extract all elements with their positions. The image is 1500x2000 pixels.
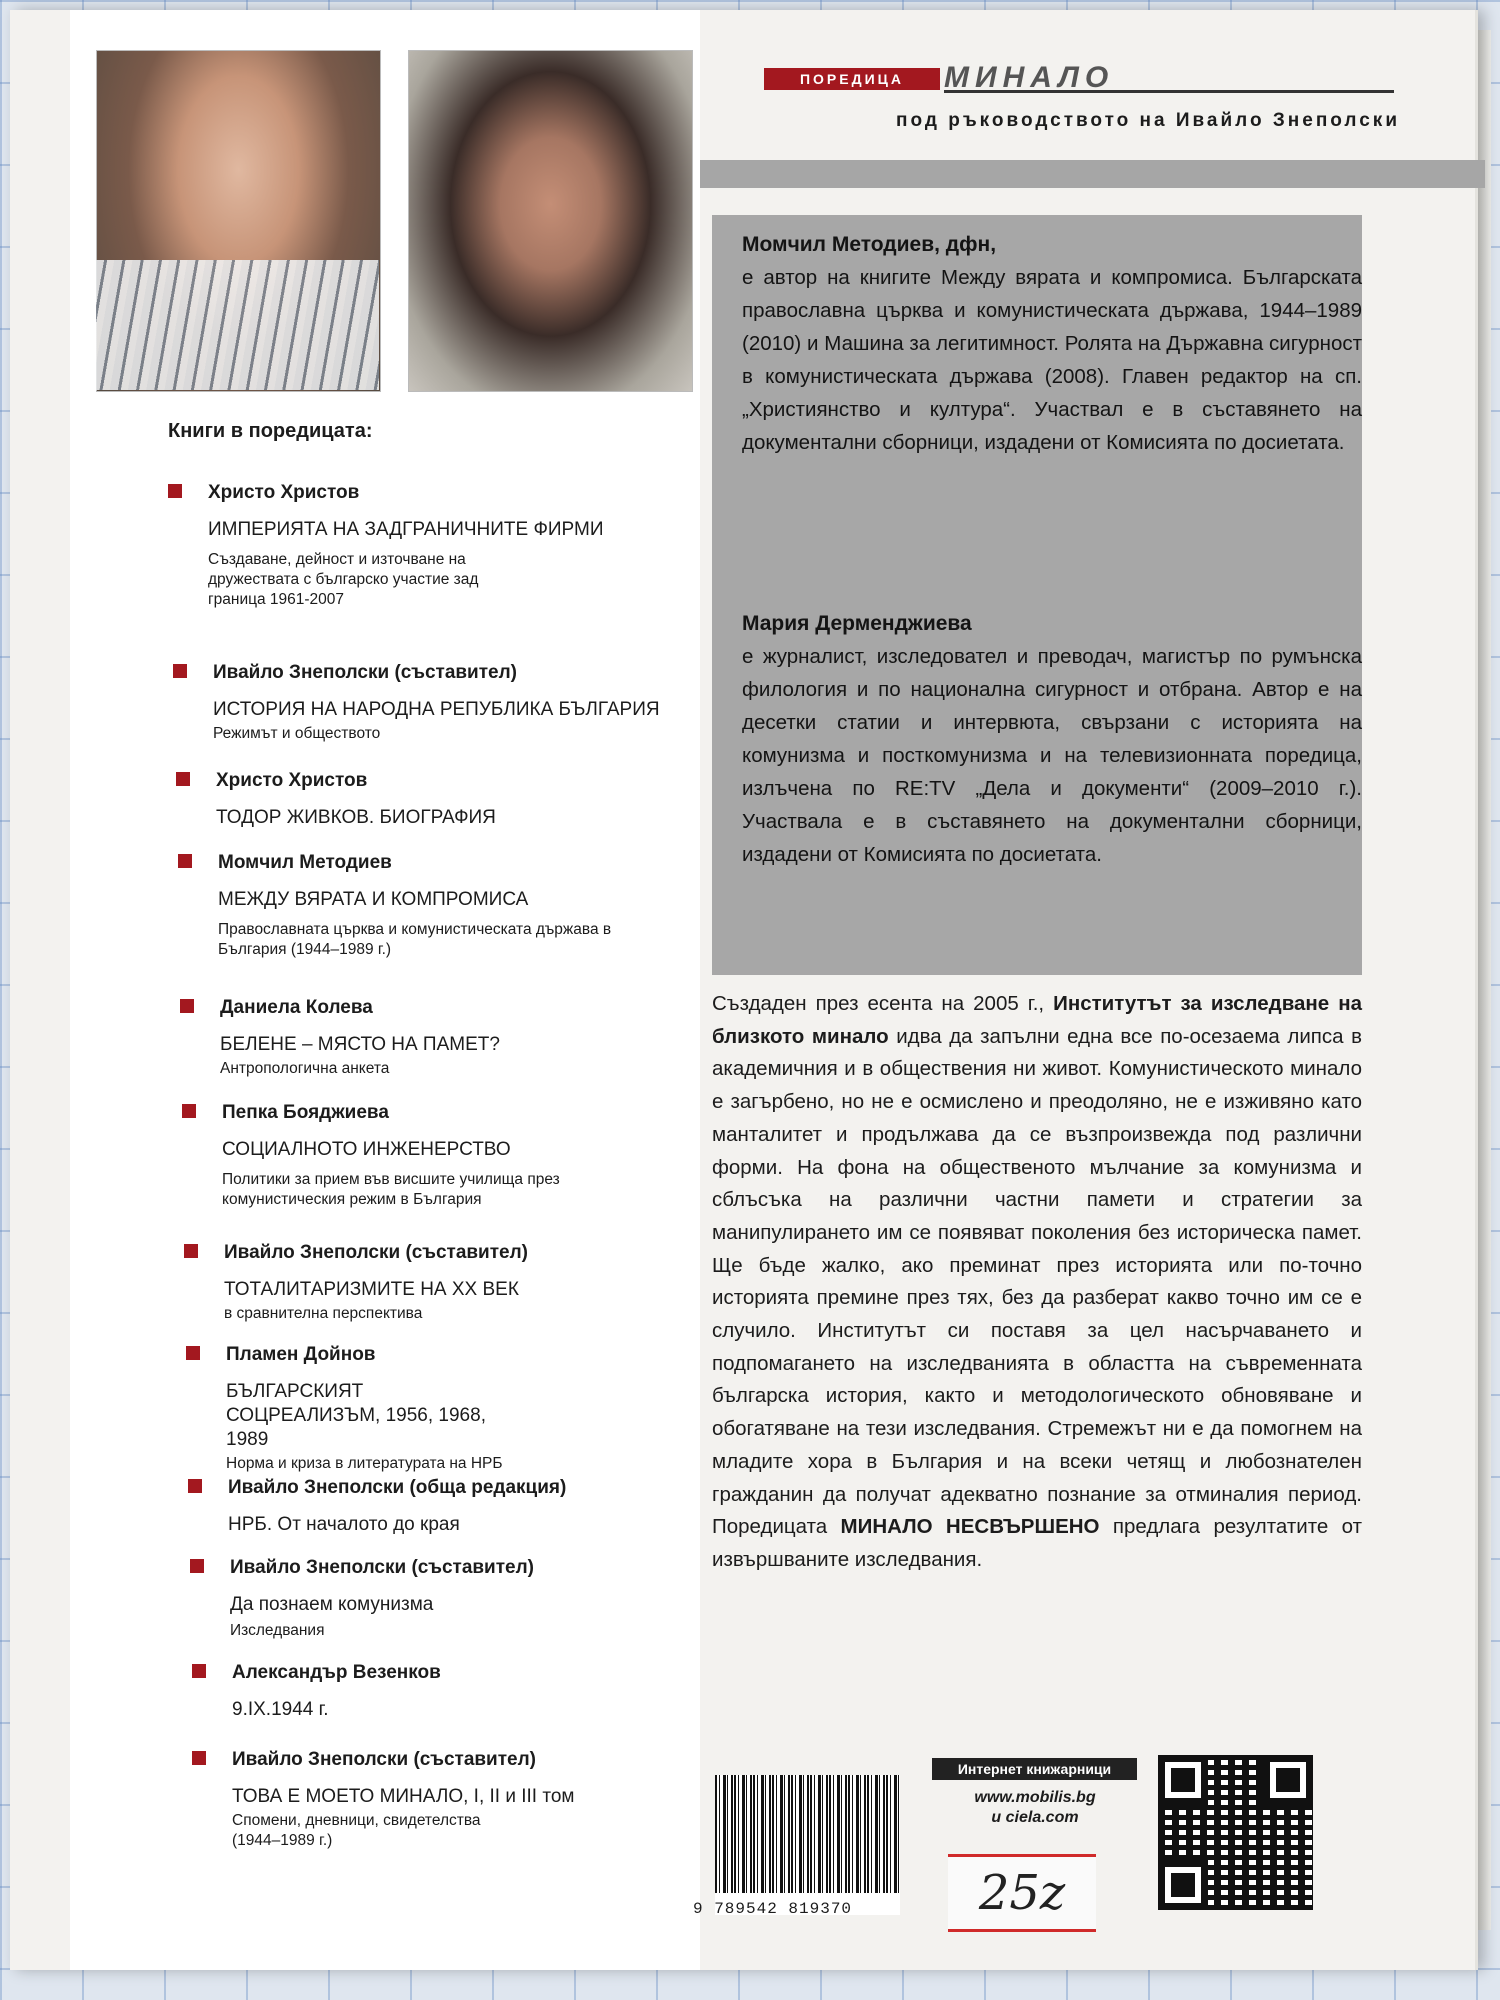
about-body: идва да запълни една все по-осезаема липса в академичния и в обществения ни живот. Комунистическото минало е загърбено, но не е осмислено и преодоляно, не е изживяно като манталитет и продължава да се възпроизвежда под различни форми. На фона на общественото мълчание за комунизма и сблъсъка на различни частни памети и стратегии за манипулирането им се появяват поколения без историческа памет. Ще бъде жалко, ако преминат през историята или по-точно историята премине през тях, без да разберат какво точно им се е случило. Институтът си поставя за цел насърчаването и подпомагането на изследванията в областта на съвременната българска история, както и методологическото обновяване и обогатяване на тези изследвания. Стремежът ни е да помогнем на младите хора в България и на всеки четящ и любознателен гражданин да получат адекватно познание за отминалия период. Поредицата: [712, 1024, 1362, 1539]
book-author: Христо Христов: [216, 770, 368, 791]
series-name-inline: МИНАЛО НЕСВЪРШЕНО: [840, 1515, 1100, 1539]
book-title: НРБ. От началото до края: [228, 1514, 460, 1535]
book-back-cover: [10, 10, 1478, 1970]
book-entry: [228, 1475, 748, 1537]
bullet-icon: [178, 854, 192, 868]
book-author: Пламен Дойнов: [226, 1344, 376, 1365]
book-author: Александър Везенков: [232, 1662, 441, 1683]
author-photo-shirt: [96, 260, 379, 390]
book-author: Христо Христов: [208, 482, 360, 503]
bullet-icon: [168, 484, 182, 498]
author-bio-text: е автор на книгите Между вярата и компромиса. Българската православна църква и комунистическата държава, 1944–1989 (2010) и Машина за легитимност. Ролята на Държавна сигурност в комунистическата държава (2008). Главен редактор на сп. „Християнство и култура“. Участвал е в съставянето на документални сборници, издадени от Комисията по досиетата.: [742, 266, 1362, 454]
book-entry: [230, 1555, 750, 1641]
book-title: Да познаем комунизма: [230, 1594, 434, 1615]
book-title: ИСТОРИЯ НА НАРОДНА РЕПУБЛИКА БЪЛГАРИЯ: [213, 699, 660, 720]
author-bio-text: е журналист, изследовател и преводач, магистър по румънска филология и по национална сигурност и отбрана. Автор е на десетки статии и интервюта, свързани с историята на комунизма и посткомунизма и на телевизионната поредица, излъчена по RE:TV „Дела и документи“ (2009–2010 г.). Участвала е в съставянето на документални сборници, издадени от Комисията по досиетата.: [742, 645, 1362, 866]
book-entry: [222, 1100, 742, 1210]
book-entry: [213, 660, 733, 744]
book-title: БЪЛГАРСКИЯТ СОЦРЕАЛИЗЪМ, 1956, 1968, 1989: [226, 1381, 486, 1450]
book-title: ТОВА Е МОЕТО МИНАЛО, I, II и III том: [232, 1786, 575, 1807]
bullet-icon: [192, 1751, 206, 1765]
qr-code: [1158, 1755, 1313, 1910]
about-tail: предлага резултатите от извършваните изследвания.: [712, 1515, 1362, 1571]
shop-url-2: и ciela.com: [991, 1809, 1079, 1826]
book-subtitle: Антропологична анкета: [220, 1060, 390, 1077]
book-title: СОЦИАЛНОТО ИНЖЕНЕРСТВО: [222, 1139, 511, 1160]
online-shops-label: Интернет книжарници: [932, 1758, 1137, 1780]
book-subtitle: Православната църква и комунистическата държава в България (1944–1989 г.): [218, 921, 612, 958]
book-author: Ивайло Знеполски (съставител): [232, 1749, 537, 1770]
author-bio-name: Мария Дерменджиева: [742, 612, 972, 635]
bullet-icon: [176, 772, 190, 786]
book-author: Пепка Бояджиева: [222, 1102, 389, 1123]
book-author: Момчил Методиев: [218, 852, 392, 873]
books-heading: Книги в поредицата:: [168, 420, 373, 442]
institute-description: [712, 988, 1362, 1577]
shop-url-1: www.mobilis.bg: [974, 1789, 1096, 1806]
bullet-icon: [190, 1559, 204, 1573]
series-editor: под ръководството на Ивайло Знеполски: [896, 110, 1400, 131]
book-author: Ивайло Знеполски (обща редакция): [228, 1477, 567, 1498]
book-author: Даниела Колева: [220, 997, 373, 1018]
book-author: Ивайло Знеполски (съставител): [230, 1557, 535, 1578]
author-bio-2: [742, 607, 1362, 871]
series-header: [764, 60, 1394, 93]
book-subtitle: Създаване, дейност и източване на дружествата с българско участие зад граница 1961-2007: [208, 551, 479, 608]
book-author: Ивайло Знеполски (съставител): [224, 1242, 529, 1263]
book-entry: [226, 1342, 746, 1474]
isbn-digits: 9 789542 819370: [693, 1900, 853, 1918]
author-bio-name: Момчил Методиев, дфн,: [742, 233, 997, 256]
book-subtitle: Изследвания: [230, 1622, 325, 1639]
qr-finder-icon: [1263, 1755, 1313, 1805]
online-shops: [940, 1788, 1130, 1828]
book-entry: [224, 1240, 744, 1324]
qr-finder-icon: [1158, 1755, 1208, 1805]
series-title: МИНАЛО: [944, 60, 1394, 93]
book-entry: [218, 850, 738, 960]
book-subtitle: Политики за прием във висшите училища през комунистическия режим в България: [222, 1171, 560, 1208]
price-sticker: 25z: [948, 1854, 1096, 1932]
author-bio-1: [742, 228, 1362, 459]
bullet-icon: [186, 1346, 200, 1360]
book-subtitle: в сравнителна перспектива: [224, 1305, 423, 1322]
book-entry: [232, 1747, 752, 1851]
book-title: МЕЖДУ ВЯРАТА И КОМПРОМИСА: [218, 889, 529, 910]
author-photo-maria-dermendzhieva: [408, 50, 693, 392]
bullet-icon: [184, 1244, 198, 1258]
isbn-barcode: [715, 1775, 900, 1915]
book-title: ТОДОР ЖИВКОВ. БИОГРАФИЯ: [216, 807, 496, 828]
bullet-icon: [192, 1664, 206, 1678]
book-entry: [208, 480, 728, 610]
book-entry: [232, 1660, 752, 1722]
book-title: БЕЛЕНЕ – МЯСТО НА ПАМЕТ?: [220, 1034, 500, 1055]
bullet-icon: [180, 999, 194, 1013]
book-title: ИМПЕРИЯТА НА ЗАДГРАНИЧНИТЕ ФИРМИ: [208, 519, 604, 540]
book-title: ТОТАЛИТАРИЗМИТЕ НА XX ВЕК: [224, 1279, 519, 1300]
bullet-icon: [173, 664, 187, 678]
book-entry: [220, 995, 740, 1079]
book-title: 9.IX.1944 г.: [232, 1699, 329, 1720]
institute-name: Институтът за изследване на близкото минало: [712, 992, 1362, 1048]
qr-finder-icon: [1158, 1860, 1208, 1910]
about-lead: Създаден през есента на 2005 г.,: [712, 992, 1054, 1015]
book-author: Ивайло Знеполски (съставител): [213, 662, 518, 683]
book-subtitle: Режимът и обществото: [213, 725, 381, 742]
bullet-icon: [182, 1104, 196, 1118]
series-label: ПОРЕДИЦА: [764, 68, 940, 90]
grey-band: [700, 160, 1485, 188]
book-subtitle: Спомени, дневници, свидетелства (1944–1989 г.): [232, 1812, 481, 1849]
book-subtitle: Норма и криза в литературата на НРБ: [226, 1455, 503, 1472]
bullet-icon: [188, 1479, 202, 1493]
book-entry: [216, 768, 736, 830]
